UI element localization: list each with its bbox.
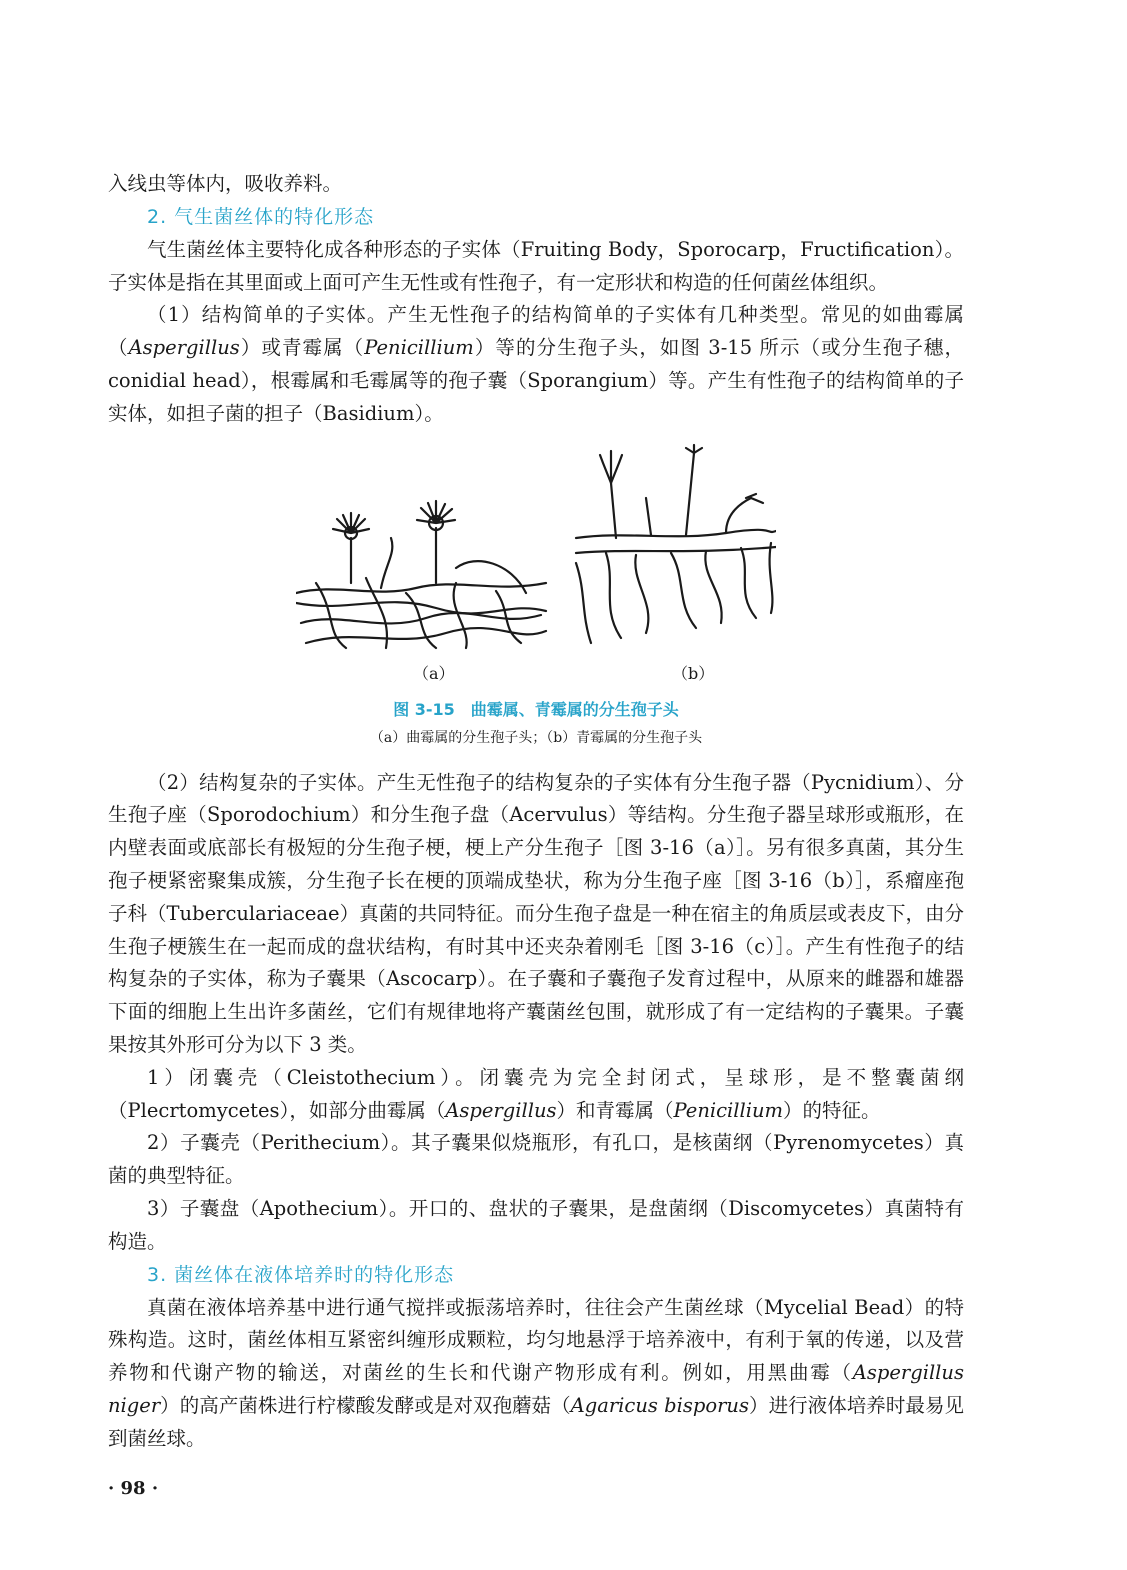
text-run: ）的特征。 bbox=[783, 1098, 881, 1122]
paragraph-simple-fruiting-body bbox=[108, 299, 964, 430]
section-heading-2: 2. 气生菌丝体的特化形态 bbox=[147, 205, 375, 228]
text-run: ）或青霉属（ bbox=[239, 336, 365, 360]
figure-label-a: （a） bbox=[413, 663, 455, 683]
paragraph-complex-fruiting-body: （2）结构复杂的子实体。产生无性孢子的结构复杂的子实体有分生孢子器（Pycnidium）、分生孢子座（Sporodochium）和分生孢子盘（Acervulus）等结构。分生孢子器呈球形或瓶形，在内壁表面或底部长有极短的分生孢子梗，梗上产分生孢子［图 3-16（a）］。另有很多真菌，其分生孢子梗紧密聚集成簇，分生孢子长在梗的顶端成垫状，称为分生孢子座［图 3-16（b）］，系瘤座孢子科（Tuberculariaceae）真菌的共同特征。而分生孢子盘是一种在宿主的角质层或表皮下，由分生孢子梗簇生在一起而成的盘状结构，有时其中还夹杂着刚毛［图 3-16（c）］。产生有性孢子的结构复杂的子实体，称为子囊果（Ascocarp）。在子囊和子囊孢子发育过程中，从原来的雌器和雄器下面的细胞上生出许多菌丝，它们有规律地将产囊菌丝包围，就形成了有一定结构的子囊果。子囊果按其外形可分为以下 3 类。 bbox=[108, 770, 964, 1056]
text-run: 1）闭囊壳（Cleistothecium）。闭囊壳为完全封闭式，呈球形，是不整囊菌纲（Plecrtomycetes），如部分曲霉属（ bbox=[108, 1065, 964, 1122]
genus-name: Penicillium bbox=[364, 336, 474, 360]
figure-label-b: （b） bbox=[672, 663, 715, 683]
paragraph-perithecium: 2）子囊壳（Perithecium）。其子囊果似烧瓶形，有孔口，是核菌纲（Pyrenomycetes）真菌的典型特征。 bbox=[108, 1131, 964, 1188]
text-run: （1）结构简单的子实体。产生无性孢子的结构简单的子实体有几种类型。常见的如曲霉属（ bbox=[108, 303, 964, 360]
genus-name: Aspergillus bbox=[445, 1098, 557, 1122]
text-run: ）等的分生孢子头，如图 3-15 所示（或分生孢子穗，conidial head），根霉属和毛霉属等的孢子囊（Sporangium）等。产生有性孢子的结构简单的子实体，如担子菌的担子（Basidium）。 bbox=[108, 336, 964, 425]
paragraph-fruiting-body: 气生菌丝体主要特化成各种形态的子实体（Fruiting Body，Sporocarp，Fructification）。子实体是指在其里面或上面可产生无性或有性孢子，有一定形状和构造的任何菌丝体组织。 bbox=[108, 237, 964, 294]
page-body bbox=[108, 168, 964, 1456]
paragraph-mycelial-bead bbox=[108, 1292, 964, 1456]
section-heading-3: 3. 菌丝体在液体培养时的特化形态 bbox=[147, 1263, 455, 1286]
aspergillus-drawing bbox=[296, 501, 546, 648]
paragraph-cleistothecium bbox=[108, 1062, 964, 1128]
conidial-head-illustration bbox=[296, 443, 776, 658]
paragraph-apothecium: 3）子囊盘（Apothecium）。开口的、盘状的子囊果，是盘菌纲（Discomycetes）真菌特有构造。 bbox=[108, 1196, 964, 1253]
figure-caption-subtitle: （a）曲霉属的分生孢子头；（b）青霉属的分生孢子头 bbox=[369, 729, 703, 746]
species-name: Agaricus bisporus bbox=[570, 1393, 749, 1417]
figure-3-15 bbox=[108, 435, 964, 761]
genus-name: Aspergillus bbox=[128, 336, 240, 360]
species-name: Aspergillus niger bbox=[108, 1361, 964, 1417]
genus-name: Penicillium bbox=[673, 1098, 784, 1122]
text-run: ）和青霉属（ bbox=[556, 1098, 674, 1122]
paragraph-continued: 入线虫等体内，吸收养料。 bbox=[108, 172, 343, 195]
page-number: · 98 · bbox=[108, 1478, 159, 1499]
figure-caption-title: 图 3-15 曲霉属、青霉属的分生孢子头 bbox=[393, 699, 679, 719]
text-run: 真菌在液体培养基中进行通气搅拌或振荡培养时，往往会产生菌丝球（Mycelial Bead）的特殊构造。这时，菌丝体相互紧密纠缠形成颗粒，均匀地悬浮于培养液中，有利于氧的传递，以及营养物和代谢产物的输送，对菌丝的生长和代谢产物形成有利。例如，用黑曲霉（ bbox=[108, 1295, 964, 1385]
penicillium-drawing bbox=[576, 445, 776, 643]
text-run: ）进行液体培养时最易见到菌丝球。 bbox=[108, 1393, 964, 1450]
text-run: ）的高产菌株进行柠檬酸发酵或是对双孢蘑菇（ bbox=[160, 1393, 571, 1417]
